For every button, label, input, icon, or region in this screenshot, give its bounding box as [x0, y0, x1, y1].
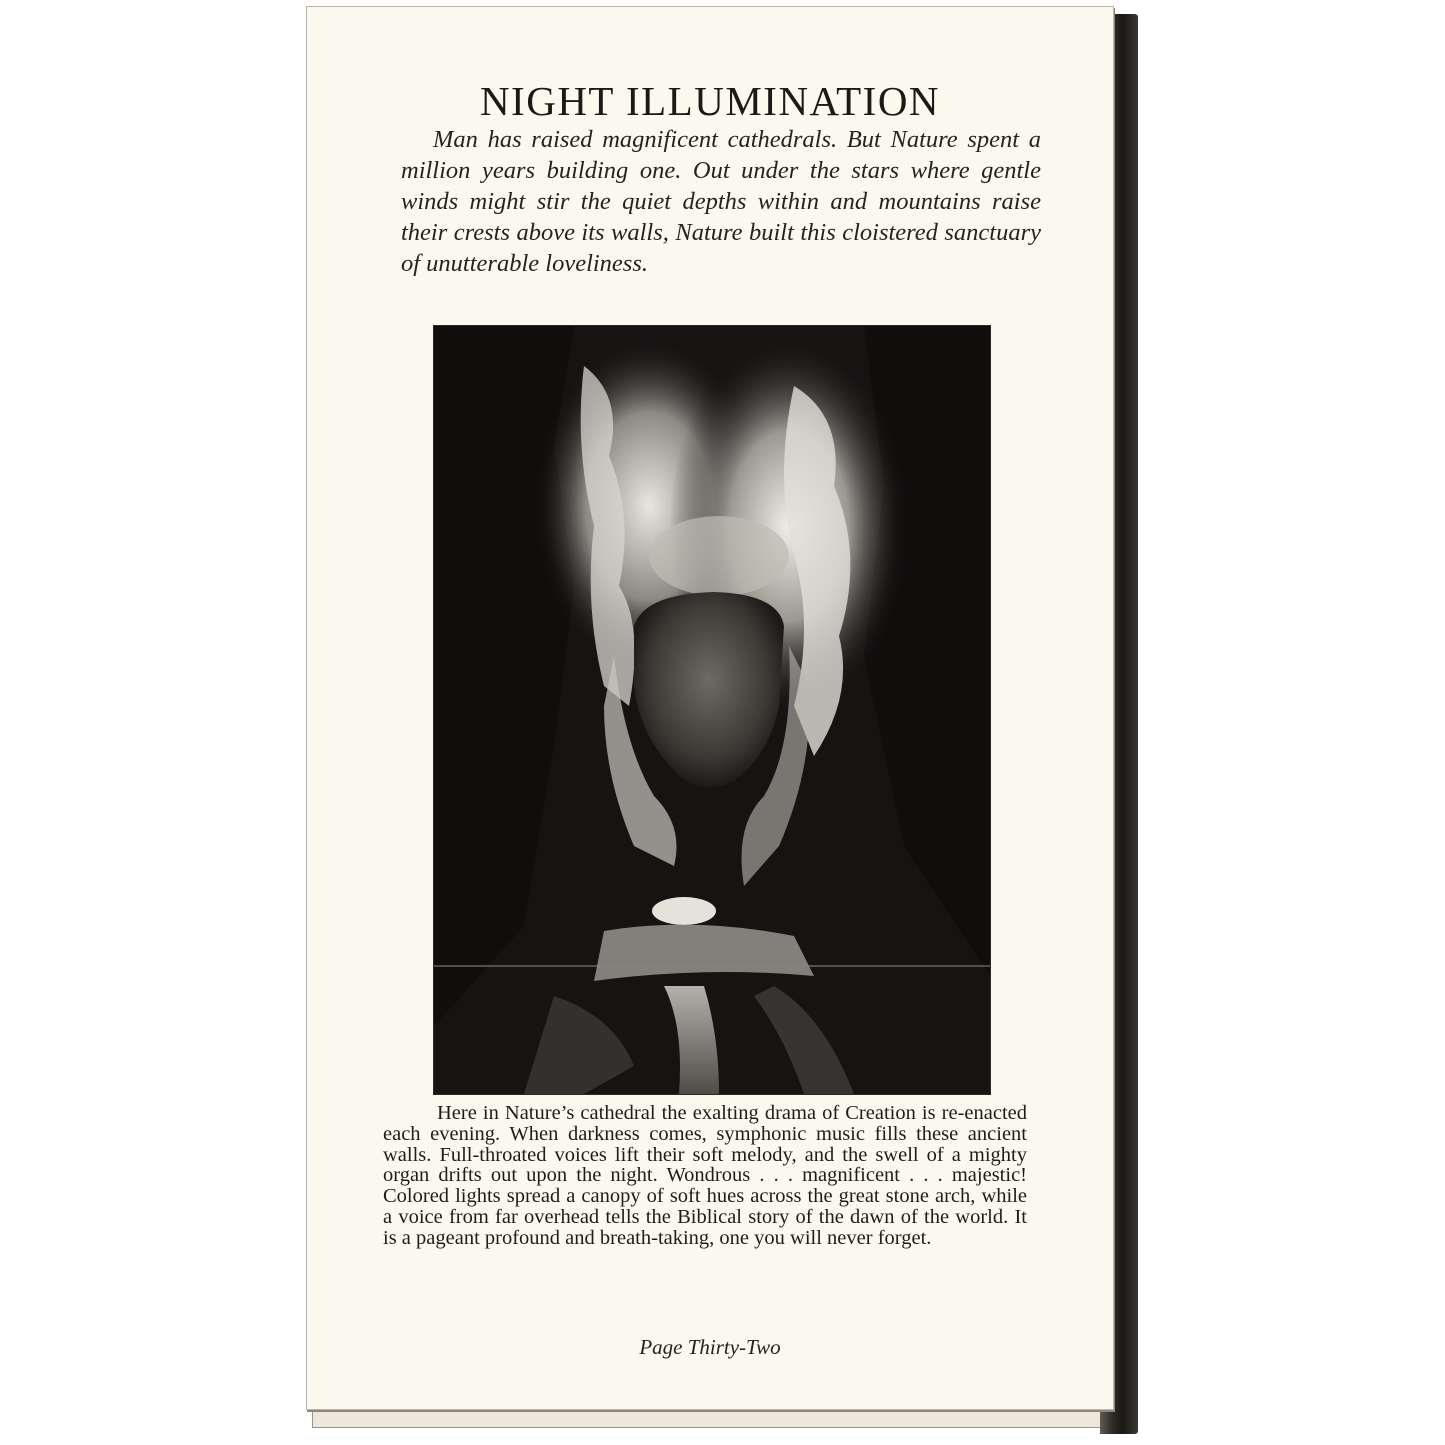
- body-paragraph: Here in Nature’s cathedral the exalting drama of Creation is re-enacted each evening. When darkness comes, symphonic music fills these ancient walls. Full-throated voices lift their soft melody, and the swell of a mighty organ drifts out upon the night. Wondrous . . . magnificent . . . majestic! Colored lights spread a canopy of soft hues across the great stone arch, while a voice from far overhead tells the Biblical story of the dawn of the world. It is a pageant profound and breath-taking, one you will never forget.: [383, 1102, 1027, 1249]
- cave-arch-photo: [433, 325, 991, 1095]
- intro-paragraph: Man has raised magnificent cathedrals. But Nature spent a million years building one. Out under the stars where gentle winds might stir the quiet depths within and mountains raise their crests above its walls, Nature built this cloistered sanctuary of unutterable loveliness.: [401, 126, 1041, 277]
- page-number: Page Thirty-Two: [639, 1335, 781, 1359]
- page-title: NIGHT ILLUMINATION: [479, 78, 941, 124]
- natural-bridge-photo: [434, 326, 990, 1094]
- booklet-page: [306, 6, 1114, 1410]
